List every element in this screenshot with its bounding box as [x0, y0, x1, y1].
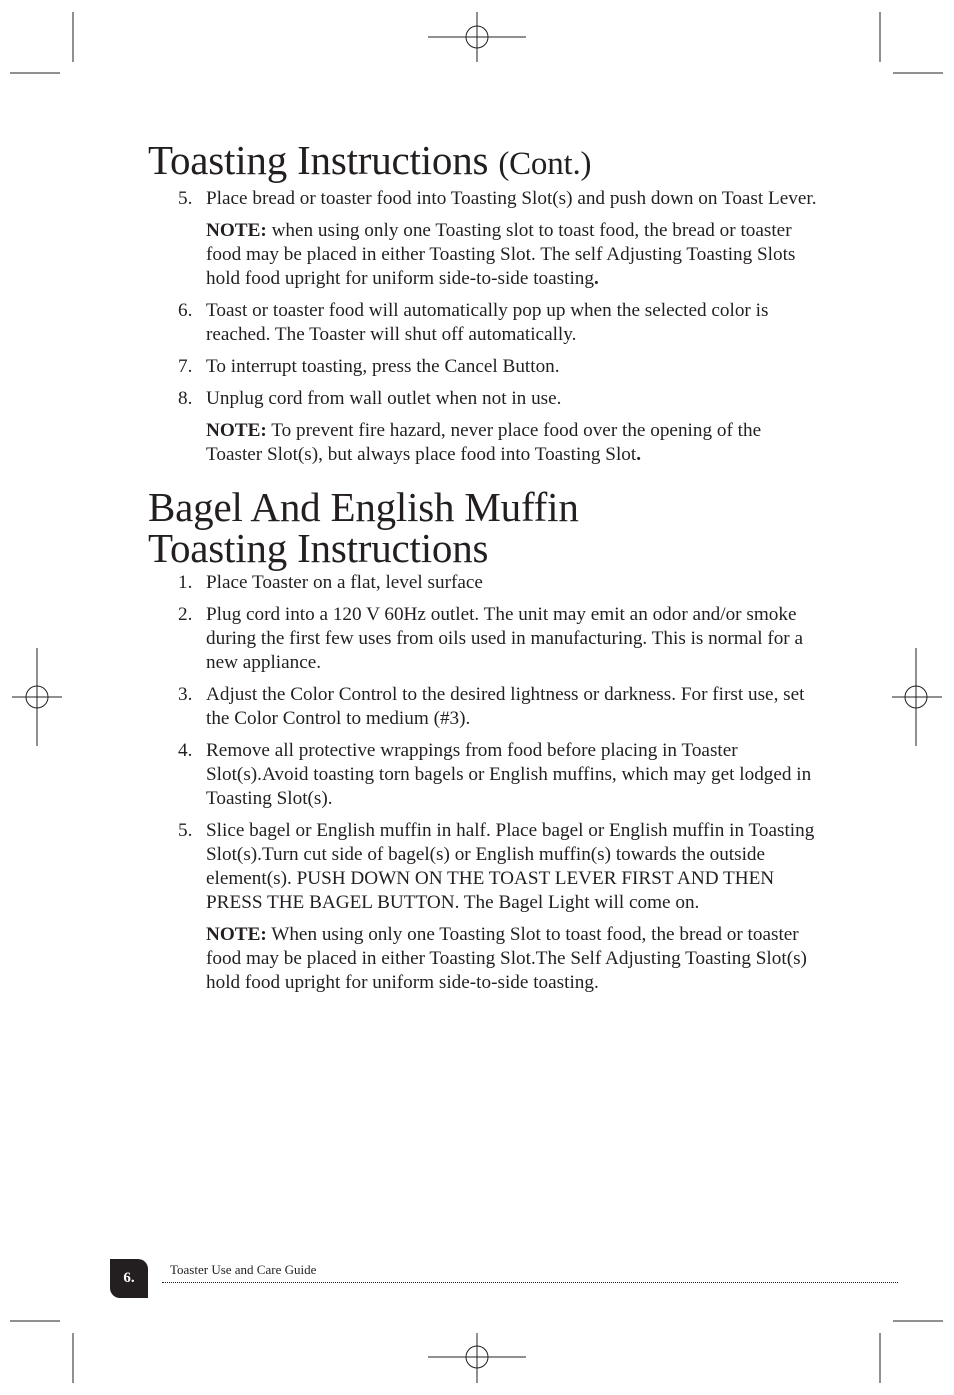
list-item: 4. Remove all protective wrappings from food before placing in Toaster Slot(s).Avoid toasting torn bagels or English muffins, which may get lodged in Toasting Slot(s).	[178, 740, 812, 809]
note: NOTE: when using only one Toasting slot to toast food, the bread or toaster food may be placed in either Toasting Slot. The self Adjusting Toasting Slots hold food upright for uniform side-to-side toasting.	[206, 220, 796, 289]
note: NOTE: When using only one Toasting Slot to toast food, the bread or toaster food may be placed in either Toasting Slot.The Self Adjusting Toasting Slot(s) hold food upright for uniform side-to-side toasting.	[206, 924, 807, 993]
list-item: 8. Unplug cord from wall outlet when not in use. NOTE: To prevent fire hazard, never place food over the opening of the Toaster Slot(s), but always place food into Toasting Slot.	[148, 387, 818, 467]
list-item: 3. Adjust the Color Control to the desired lightness or darkness. For first use, set the Color Control to medium (#3).	[178, 684, 805, 729]
registration-mark-right	[892, 648, 942, 746]
footer-dotted-rule	[162, 1282, 898, 1283]
bagel-steps-list	[148, 571, 818, 995]
list-item: 6. Toast or toaster food will automatically pop up when the selected color is reached. The Toaster will shut off automatically.	[178, 300, 769, 345]
list-item: 5. Place bread or toaster food into Toasting Slot(s) and push down on Toast Lever. NOTE: when using only one Toasting slot to toast food, the bread or toaster food may be placed in either Toasting Slot. The self Adjusting Toasting Slots hold food upright for uniform side-to-side toasting.	[178, 188, 817, 289]
note: NOTE: To prevent fire hazard, never place food over the opening of the Toaster Slot(s), but always place food into Toasting Slot.	[206, 420, 762, 465]
page-number-badge: 6.	[110, 1259, 148, 1298]
section-title-bagel: Bagel And English Muffin Toasting Instructions	[148, 484, 579, 571]
list-item: 7. To interrupt toasting, press the Cancel Button.	[178, 356, 560, 377]
list-item: 2. Plug cord into a 120 V 60Hz outlet. The unit may emit an odor and/or smoke during the first few uses from oils used in manufacturing. This is normal for a new appliance.	[178, 604, 804, 673]
page-content	[148, 137, 818, 1003]
list-item: 5. Slice bagel or English muffin in half. Place bagel or English muffin in Toasting Slot(s).Turn cut side of bagel(s) or English muffin(s) towards the outside element(s). PUSH DOWN ON THE TOAST LEVER FIRST AND THEN PRESS THE BAGEL BUTTON. The Bagel Light will come on. NOTE: When using only one Toasting Slot to toast food, the bread or toaster food may be placed in either Toasting Slot.The Self Adjusting Toasting Slot(s) hold food upright for uniform side-to-side toasting.	[148, 819, 818, 995]
registration-mark-left	[12, 648, 62, 746]
toasting-steps-list	[148, 187, 818, 467]
registration-mark-top	[428, 12, 526, 62]
list-item: 1. Place Toaster on a flat, level surface	[178, 572, 483, 593]
section-title-toasting: Toasting Instructions (Cont.)	[148, 137, 592, 183]
registration-mark-bottom	[428, 1333, 526, 1383]
footer-guide-title: Toaster Use and Care Guide	[170, 1262, 317, 1277]
